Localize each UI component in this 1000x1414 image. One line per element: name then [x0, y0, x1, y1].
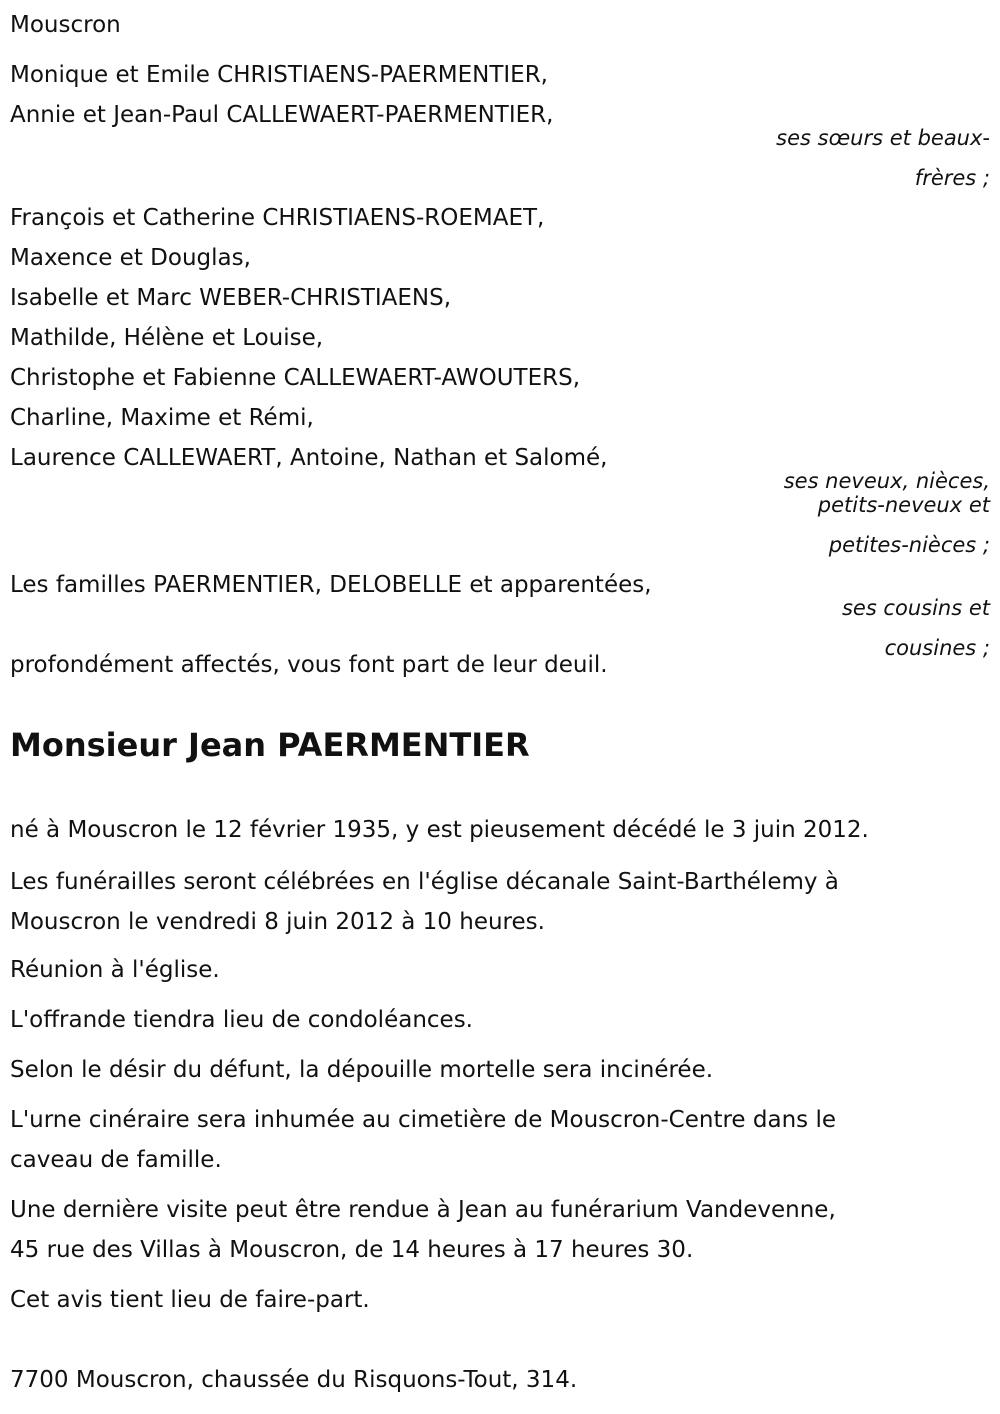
relation-label: petits-neveux et [817, 493, 990, 517]
announcement: profondément affectés, vous font part de leur deuil. [10, 652, 608, 678]
relation-label: ses cousins et [841, 596, 990, 620]
family-line: Maxence et Douglas, [10, 245, 251, 271]
family-line: Monique et Emile CHRISTIAENS-PAERMENTIER, [10, 62, 548, 88]
relation-label: frères ; [914, 166, 990, 190]
address: 7700 Mouscron, chaussée du Risquons-Tout, 314. [10, 1367, 578, 1393]
detail-line: 45 rue des Villas à Mouscron, de 14 heures à 17 heures 30. [10, 1237, 694, 1263]
detail-line: Une dernière visite peut être rendue à Jean au funérarium Vandevenne, [10, 1197, 836, 1223]
relation-label: cousines ; [884, 636, 990, 660]
family-line: Mathilde, Hélène et Louise, [10, 325, 324, 351]
deceased-name: Monsieur Jean PAERMENTIER [10, 726, 530, 764]
detail-line: né à Mouscron le 12 février 1935, y est pieusement décédé le 3 juin 2012. [10, 817, 869, 843]
detail-line: Cet avis tient lieu de faire-part. [10, 1287, 370, 1313]
detail-line: Réunion à l'église. [10, 957, 220, 983]
detail-line: Selon le désir du défunt, la dépouille mortelle sera incinérée. [10, 1057, 714, 1083]
family-line: Laurence CALLEWAERT, Antoine, Nathan et Salomé, [10, 445, 608, 471]
place: Mouscron [10, 12, 121, 38]
family-line: François et Catherine CHRISTIAENS-ROEMAET, [10, 205, 545, 231]
family-line: Christophe et Fabienne CALLEWAERT-AWOUTERS, [10, 365, 581, 391]
family-line: Charline, Maxime et Rémi, [10, 405, 314, 431]
family-line: Isabelle et Marc WEBER-CHRISTIAENS, [10, 285, 452, 311]
detail-line: L'offrande tiendra lieu de condoléances. [10, 1007, 473, 1033]
relation-label: petites-nièces ; [828, 533, 990, 557]
family-line: Les familles PAERMENTIER, DELOBELLE et apparentées, [10, 572, 652, 598]
family-line: Annie et Jean-Paul CALLEWAERT-PAERMENTIER, [10, 102, 554, 128]
detail-line: Les funérailles seront célébrées en l'église décanale Saint-Barthélemy à [10, 869, 839, 895]
detail-line: Mouscron le vendredi 8 juin 2012 à 10 heures. [10, 909, 545, 935]
detail-line: L'urne cinéraire sera inhumée au cimetière de Mouscron-Centre dans le [10, 1107, 837, 1133]
relation-label: ses sœurs et beaux- [776, 126, 990, 150]
detail-line: caveau de famille. [10, 1147, 222, 1173]
relation-label: ses neveux, nièces, [783, 469, 990, 493]
